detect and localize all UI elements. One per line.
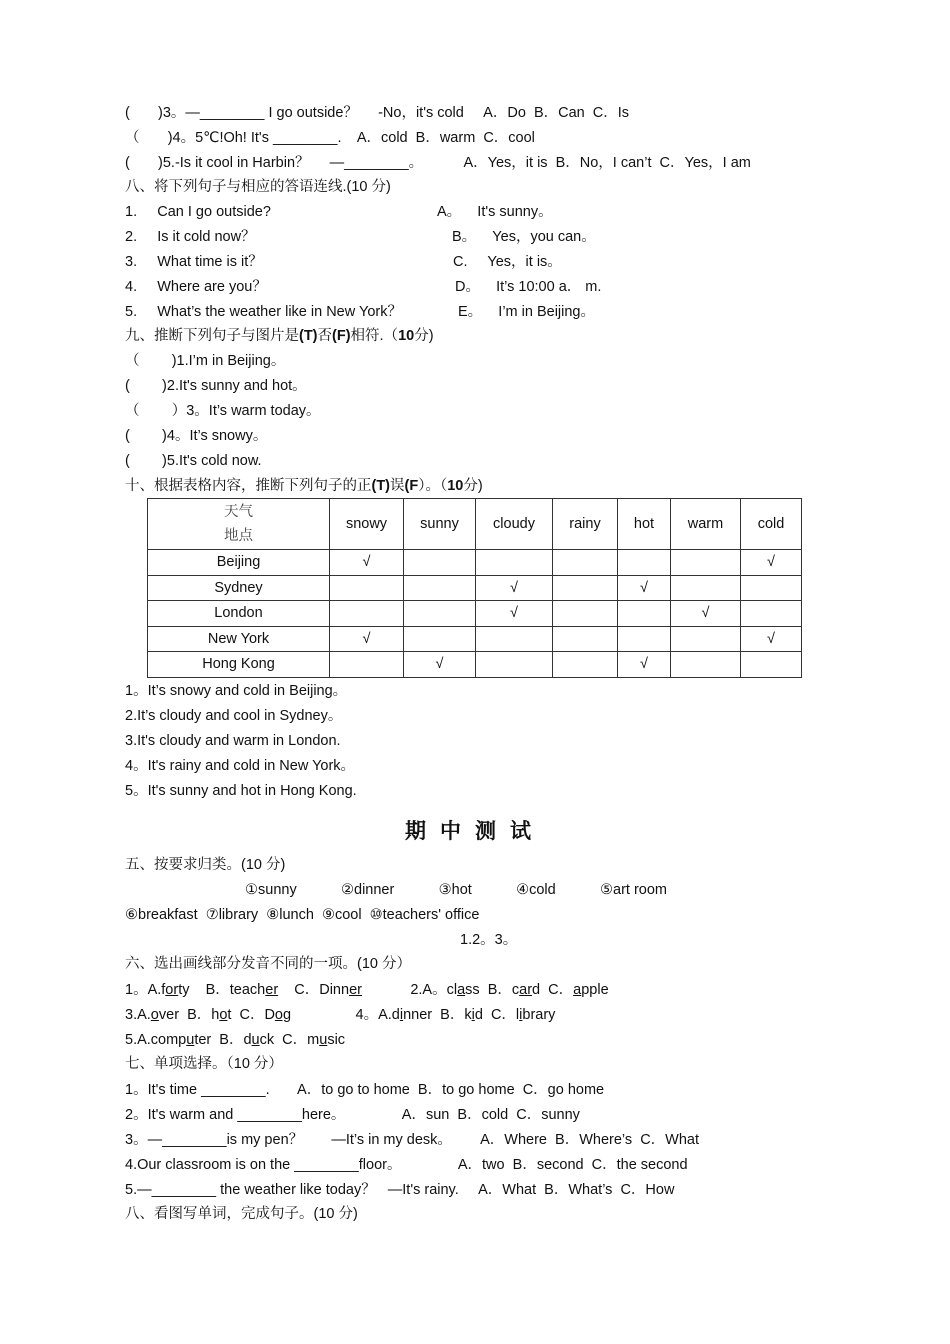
mark-cell bbox=[671, 550, 741, 576]
mark-cell bbox=[476, 626, 553, 652]
mark-cell bbox=[553, 575, 618, 601]
mark-cell bbox=[404, 601, 476, 627]
match-left-4: 4. Where are you？ bbox=[125, 279, 267, 295]
mark-cell bbox=[404, 550, 476, 576]
mark-cell bbox=[671, 626, 741, 652]
mark-cell bbox=[618, 550, 671, 576]
table-row bbox=[148, 550, 802, 576]
match-left-1: 1. Can I go outside? bbox=[125, 204, 271, 220]
table-question-4: 4。It's rainy and cold in New York。 bbox=[125, 758, 356, 774]
choice-question-5: 5.—________ the weather like today？ —It's rainy. A．What B．What’s C．How bbox=[125, 1182, 675, 1198]
column-header: hot bbox=[618, 499, 671, 550]
column-header: sunny bbox=[404, 499, 476, 550]
question-3: ( )3。—________ I go outside？ -No，it's cold A．Do B．Can C．Is bbox=[125, 105, 630, 121]
tf-item-5: ( )5.It's cold now. bbox=[125, 453, 262, 469]
mark-cell: √ bbox=[741, 626, 802, 652]
mark-cell: √ bbox=[476, 575, 553, 601]
place-cell: Beijing bbox=[148, 550, 330, 576]
table-row bbox=[148, 626, 802, 652]
choice-question-4: 4.Our classroom is on the ________floor。 A．two B．second C．the second bbox=[125, 1157, 688, 1173]
tf-item-1: （ )1.I’m in Beijing。 bbox=[125, 353, 286, 369]
mark-cell bbox=[404, 575, 476, 601]
column-header: cold bbox=[741, 499, 802, 550]
mark-cell bbox=[553, 626, 618, 652]
mark-cell bbox=[330, 601, 404, 627]
mark-cell bbox=[741, 575, 802, 601]
mark-cell bbox=[330, 652, 404, 678]
phonics-line-1: 1。A.forty B．teacher C．Dinner 2.A。class B．card C．apple bbox=[125, 982, 609, 998]
match-left-3: 3. What time is it？ bbox=[125, 254, 263, 270]
section-8-picture-heading: 八、看图写单词，完成句子。(10 分) bbox=[125, 1206, 358, 1222]
section-5-heading: 五、按要求归类。(10 分) bbox=[125, 857, 286, 873]
match-right-c: C. Yes，it is。 bbox=[453, 254, 562, 270]
mark-cell: √ bbox=[330, 626, 404, 652]
choice-question-3: 3。—________is my pen？ —It’s in my desk。 A．Where B．Where’s C．What bbox=[125, 1132, 700, 1148]
table-question-2: 2.It’s cloudy and cool in Sydney。 bbox=[125, 708, 343, 724]
column-header: snowy bbox=[330, 499, 404, 550]
question-4: （ )4。5℃!Oh! It's ________. A．cold B．warm C．cool bbox=[125, 130, 535, 146]
mark-cell: √ bbox=[618, 652, 671, 678]
match-right-b: B。 Yes，you can。 bbox=[452, 229, 596, 245]
word-list-row-1: ①sunny ②dinner ③hot ④cold ⑤art room bbox=[245, 882, 667, 898]
match-right-e: E。 I’m in Beijing。 bbox=[458, 304, 595, 320]
table-row bbox=[148, 652, 802, 678]
mark-cell bbox=[553, 601, 618, 627]
mark-cell bbox=[553, 550, 618, 576]
column-header: warm bbox=[671, 499, 741, 550]
mark-cell bbox=[476, 652, 553, 678]
tf-item-3: （ ）3。It’s warm today。 bbox=[125, 403, 321, 419]
mark-cell bbox=[330, 575, 404, 601]
table-row bbox=[148, 601, 802, 627]
table-corner-cell bbox=[148, 499, 330, 550]
section-8-heading: 八、将下列句子与相应的答语连线.(10 分) bbox=[125, 179, 391, 195]
table-row bbox=[148, 575, 802, 601]
phonics-line-2: 3.A.over B．hot C．Dog 4。A.dinner B．kid C．library bbox=[125, 1007, 556, 1023]
section-7-heading: 七、单项选择。（10 分） bbox=[125, 1056, 283, 1072]
match-right-a: A。 It's sunny。 bbox=[437, 204, 553, 220]
mark-cell bbox=[618, 601, 671, 627]
place-cell: New York bbox=[148, 626, 330, 652]
place-cell: London bbox=[148, 601, 330, 627]
mark-cell bbox=[741, 652, 802, 678]
match-left-5: 5. What’s the weather like in New York？ bbox=[125, 304, 402, 320]
mark-cell bbox=[671, 652, 741, 678]
mark-cell: √ bbox=[476, 601, 553, 627]
section-9-heading: 九、推断下列句子与图片是(T)否(F)相符.（10分) bbox=[125, 328, 434, 344]
table-question-1: 1。It’s snowy and cold in Beijing。 bbox=[125, 683, 348, 699]
question-5: ( )5.-Is it cool in Harbin？ —________。 A．Yes，it is B．No，I can’t C．Yes，I am bbox=[125, 155, 751, 171]
mark-cell bbox=[476, 550, 553, 576]
match-left-2: 2. Is it cold now？ bbox=[125, 229, 256, 245]
mark-cell: √ bbox=[618, 575, 671, 601]
table-question-5: 5。It's sunny and hot in Hong Kong. bbox=[125, 783, 357, 799]
mark-cell: √ bbox=[330, 550, 404, 576]
mark-cell: √ bbox=[741, 550, 802, 576]
mark-cell bbox=[671, 575, 741, 601]
mark-cell bbox=[404, 626, 476, 652]
column-header: cloudy bbox=[476, 499, 553, 550]
answer-blanks: 1.2。3。 bbox=[460, 932, 518, 948]
tf-item-4: ( )4。It’s snowy。 bbox=[125, 428, 268, 444]
mark-cell: √ bbox=[671, 601, 741, 627]
weather-table bbox=[147, 498, 802, 678]
corner-weather-label: 天气 bbox=[224, 504, 253, 520]
place-cell: Sydney bbox=[148, 575, 330, 601]
match-right-d: D。 It’s 10:00 a． m. bbox=[455, 279, 602, 295]
corner-place-label: 地点 bbox=[224, 528, 253, 544]
table-question-3: 3.It's cloudy and warm in London. bbox=[125, 733, 341, 749]
choice-question-2: 2。It's warm and ________here。 A．sun B．cold C．sunny bbox=[125, 1107, 580, 1123]
column-header: rainy bbox=[553, 499, 618, 550]
word-list-row-2: ⑥breakfast ⑦library ⑧lunch ⑨cool ⑩teachers' office bbox=[125, 907, 480, 923]
section-10-heading: 十、根据表格内容，推断下列句子的正(T)误(F）。（10分) bbox=[125, 478, 483, 494]
section-6-heading: 六、选出画线部分发音不同的一项。(10 分） bbox=[125, 956, 411, 972]
mark-cell bbox=[741, 601, 802, 627]
tf-item-2: ( )2.It's sunny and hot。 bbox=[125, 378, 307, 394]
choice-question-1: 1。It's time ________. A．to go to home B．to go home C．go home bbox=[125, 1082, 605, 1098]
place-cell: Hong Kong bbox=[148, 652, 330, 678]
mark-cell: √ bbox=[404, 652, 476, 678]
page-title: 期中测试 bbox=[405, 818, 545, 843]
mark-cell bbox=[618, 626, 671, 652]
mark-cell bbox=[553, 652, 618, 678]
phonics-line-3: 5.A.computer B．duck C．music bbox=[125, 1032, 346, 1048]
